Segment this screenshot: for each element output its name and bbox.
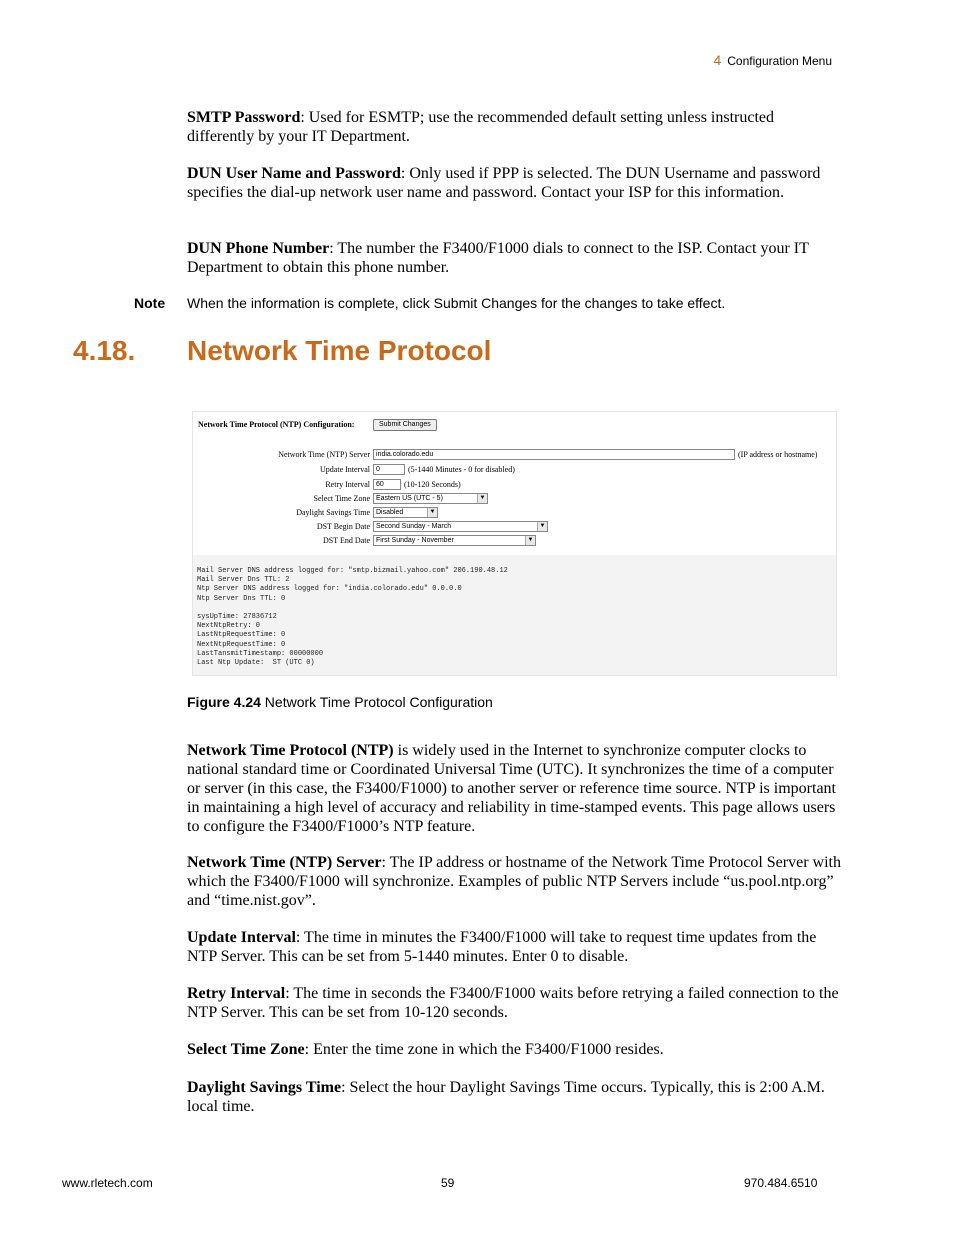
form-heading: Network Time Protocol (NTP) Configuration: [198,420,355,429]
server-label: Network Time (NTP) Server [278,450,370,459]
footer-page-number: 59 [441,1176,455,1190]
retry-interval-input[interactable]: 60 [373,479,401,490]
log-line: Mail Server DNS address logged for: "smtp.bizmail.yahoo.com" 206.190.48.12 [197,567,508,575]
note-label: Note [134,295,166,311]
dst-begin-label: DST Begin Date [316,522,370,531]
chevron-down-icon: ▼ [537,522,547,531]
paragraph-update-interval [187,928,842,966]
dst-end-select[interactable] [373,535,536,546]
dst-label: Daylight Savings Time [296,508,370,517]
term: Update Interval [187,929,296,946]
server-hint: (IP address or hostname) [738,450,818,459]
ntp-config-figure [192,411,837,676]
figure-label: Figure 4.24 [187,694,261,710]
paragraph-ntp-server [187,853,842,910]
paragraph-smtp-password [187,108,842,146]
timezone-select[interactable] [373,493,488,504]
log-line: Mail Server Dns TTL: 2 [197,576,290,585]
definition: : The number the F3400/F1000 dials to connect to the ISP. Contact your IT Department to obtain this phone number. [187,240,809,276]
paragraph-ntp [187,741,842,836]
section-heading [73,335,492,367]
figure-title: Network Time Protocol Configuration [260,694,493,710]
term: Network Time Protocol (NTP) [187,742,394,759]
term: Select Time Zone [187,1041,305,1058]
chevron-down-icon: ▼ [525,536,535,545]
term: Retry Interval [187,985,286,1002]
timezone-value: Eastern US (UTC - 5) [376,495,443,502]
log-line: NextNtpRequestTime: 0 [197,640,286,649]
ntp-status-log [197,567,508,668]
chevron-down-icon: ▼ [477,494,487,503]
dst-end-label: DST End Date [323,536,370,545]
term: DUN Phone Number [187,240,330,257]
timezone-label: Select Time Zone [313,494,370,503]
chapter-title: Configuration Menu [727,54,832,68]
ntp-form [193,412,836,555]
term: Network Time (NTP) Server [187,854,382,871]
term: SMTP Password [187,109,301,126]
dst-begin-select[interactable] [373,521,548,532]
retry-label: Retry Interval [325,480,370,489]
definition: : The time in seconds the F3400/F1000 waits before retrying a failed connection to the NTP Server. This can be set from 10-120 seconds. [187,985,839,1021]
definition: : Select the hour Daylight Savings Time occurs. Typically, this is 2:00 A.M. local time. [187,1079,825,1115]
dst-begin-value: Second Sunday - March [376,523,452,530]
dst-value: Disabled [376,509,404,516]
term: DUN User Name and Password [187,165,401,182]
log-line: Last Ntp Update: ST (UTC 0) [197,659,315,668]
paragraph-retry-interval [187,984,842,1022]
log-line: Ntp Server DNS address logged for: "india.colorado.edu" 0.0.0.0 [197,585,462,594]
figure-caption [187,694,493,710]
submit-changes-button[interactable]: Submit Changes [373,419,437,431]
log-line: Ntp Server Dns TTL: 0 [197,594,286,603]
definition: is widely used in the Internet to synchronize computer clocks to national standard time or Coordinated Universal Time (UTC). It synchronizes the time of a computer or server (in this case, the F3400/F1000) to another server or reference time source. NTP is important in maintaining a high level of accuracy and reliability in time-stamped events. This page allows users to configure the F3400/F1000’s NTP feature. [187,742,836,835]
ntp-server-input[interactable]: india.colorado.edu [373,449,735,460]
definition: : Only used if PPP is selected. The DUN Username and password specifies the dial-up network user name and password. Contact your ISP for this information. [187,165,821,201]
definition: : Enter the time zone in which the F3400/F1000 resides. [304,1041,664,1058]
update-interval-input[interactable]: 0 [373,464,405,475]
note-text: When the information is complete, click Submit Changes for the changes to take effect. [187,295,726,311]
log-line [197,604,508,613]
update-label: Update Interval [320,465,370,474]
log-line: sysUpTime: 27836712 [197,613,277,622]
section-number: 4.18. [73,335,136,366]
paragraph-dst [187,1078,842,1116]
dst-select[interactable] [373,507,438,518]
paragraph-dun-user [187,164,842,202]
term: Daylight Savings Time [187,1079,342,1096]
dst-end-value: First Sunday - November [376,537,454,544]
footer-phone: 970.484.6510 [744,1176,818,1190]
running-header [713,52,832,68]
definition: : Used for ESMTP; use the recommended default setting unless instructed differently by your IT Department. [187,109,775,145]
log-line: NextNtpRetry: 0 [197,622,261,631]
paragraph-time-zone [187,1040,842,1059]
log-line: LastNtpRequestTime: 0 [197,631,286,640]
log-line: LastTansmitTimestamp: 00000000 [197,649,324,658]
paragraph-dun-phone [187,239,842,277]
definition: : The IP address or hostname of the Network Time Protocol Server with which the F3400/F1000 will synchronize. Examples of public NTP Servers include “us.pool.ntp.org” and “time.nist.gov”. [187,854,841,909]
retry-hint: (10-120 Seconds) [404,480,461,489]
chevron-down-icon: ▼ [427,508,437,517]
chapter-number: 4 [713,52,722,68]
update-hint: (5-1440 Minutes - 0 for disabled) [408,465,515,474]
section-title: Network Time Protocol [187,335,492,366]
footer-website: www.rletech.com [62,1176,153,1190]
definition: : The time in minutes the F3400/F1000 will take to request time updates from the NTP Server. This can be set from 5-1440 minutes. Enter 0 to disable. [187,929,817,965]
